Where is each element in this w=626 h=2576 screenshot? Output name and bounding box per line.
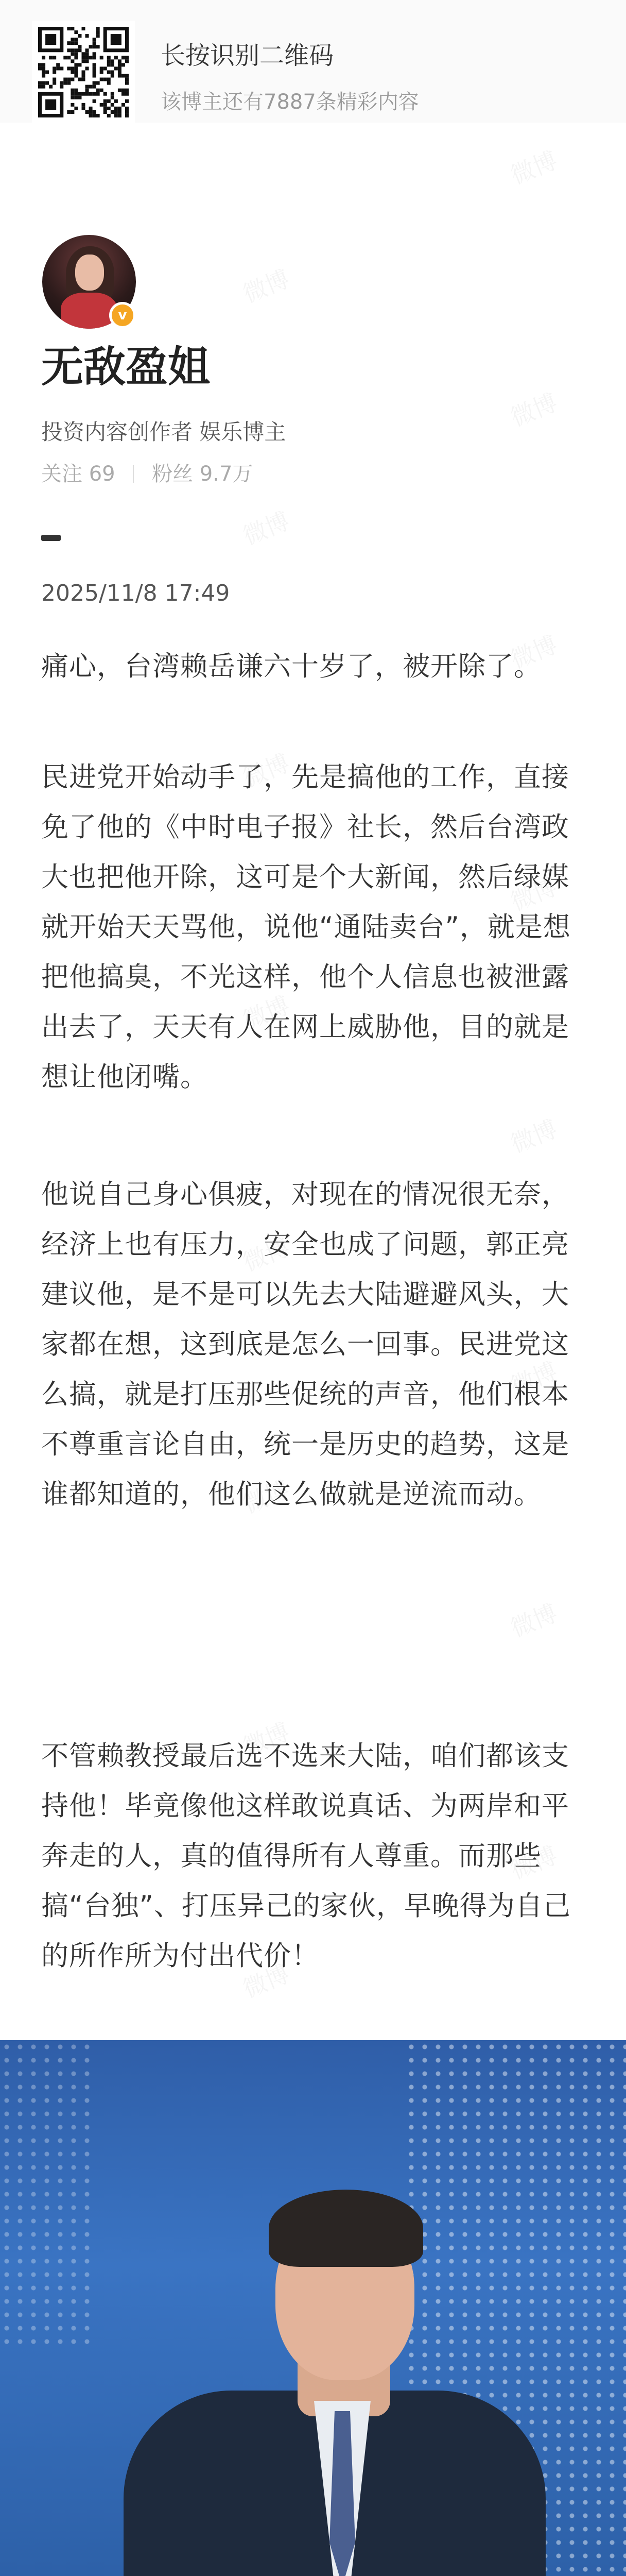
qr-module bbox=[71, 103, 74, 107]
qr-module bbox=[74, 52, 78, 56]
qr-module bbox=[74, 66, 78, 70]
image-background-pattern bbox=[0, 2040, 93, 2349]
qr-module bbox=[96, 30, 100, 34]
qr-module bbox=[85, 52, 89, 56]
qr-module bbox=[107, 107, 111, 110]
qr-finder-mark bbox=[45, 99, 56, 110]
qr-module bbox=[42, 81, 45, 85]
qr-module bbox=[114, 110, 118, 114]
qr-module bbox=[74, 48, 78, 52]
qr-module bbox=[96, 114, 100, 117]
qr-module bbox=[93, 74, 96, 78]
qr-module bbox=[111, 70, 114, 74]
qr-module bbox=[85, 89, 89, 92]
qr-module bbox=[42, 66, 45, 70]
qr-module bbox=[85, 56, 89, 59]
qr-module bbox=[96, 45, 100, 48]
qr-module bbox=[81, 78, 85, 81]
qr-module bbox=[38, 81, 42, 85]
qr-module bbox=[96, 81, 100, 85]
qr-module bbox=[85, 110, 89, 114]
qr-module bbox=[93, 92, 96, 96]
qr-module bbox=[96, 89, 100, 92]
qr-module bbox=[103, 92, 107, 96]
post-paragraph: 痛心，台湾赖岳谦六十岁了，被开除了。 bbox=[41, 651, 542, 682]
qr-module bbox=[78, 92, 81, 96]
qr-module bbox=[103, 110, 107, 114]
qr-module bbox=[111, 103, 114, 107]
avatar-dress bbox=[61, 293, 117, 329]
qr-module bbox=[74, 63, 78, 66]
qr-module bbox=[125, 81, 129, 85]
qr-module bbox=[114, 114, 118, 117]
qr-module bbox=[111, 110, 114, 114]
qr-module bbox=[114, 56, 118, 59]
qr-module bbox=[74, 96, 78, 99]
qr-module bbox=[53, 78, 56, 81]
qr-module bbox=[85, 92, 89, 96]
qr-banner-subtitle: 该博主还有7887条精彩内容 bbox=[161, 90, 419, 114]
qr-module bbox=[107, 56, 111, 59]
qr-module bbox=[100, 103, 103, 107]
qr-module bbox=[111, 74, 114, 78]
author-name[interactable]: 无敌盈姐 bbox=[41, 343, 211, 392]
qr-module bbox=[125, 92, 129, 96]
qr-module bbox=[89, 110, 93, 114]
qr-module bbox=[81, 52, 85, 56]
image-person-hair bbox=[269, 2190, 423, 2267]
qr-module bbox=[107, 59, 111, 63]
qr-module bbox=[67, 81, 71, 85]
qr-module bbox=[81, 59, 85, 63]
qr-module bbox=[100, 66, 103, 70]
qr-module bbox=[60, 81, 63, 85]
qr-module bbox=[118, 114, 121, 117]
qr-module bbox=[103, 78, 107, 81]
qr-module bbox=[53, 70, 56, 74]
qr-module bbox=[103, 66, 107, 70]
qr-module bbox=[103, 99, 107, 103]
qr-module bbox=[125, 110, 129, 114]
qr-module bbox=[63, 78, 67, 81]
qr-module bbox=[71, 59, 74, 63]
qr-module bbox=[85, 85, 89, 89]
qr-module bbox=[118, 59, 121, 63]
qr-module bbox=[85, 66, 89, 70]
qr-module bbox=[125, 78, 129, 81]
qr-module bbox=[67, 27, 71, 30]
qr-module bbox=[93, 38, 96, 41]
qr-module bbox=[125, 114, 129, 117]
qr-module bbox=[96, 27, 100, 30]
qr-module bbox=[71, 70, 74, 74]
qr-module bbox=[121, 74, 125, 78]
qr-module bbox=[71, 52, 74, 56]
qr-module bbox=[81, 107, 85, 110]
qr-module bbox=[118, 66, 121, 70]
qr-module bbox=[89, 85, 93, 89]
qr-module bbox=[78, 34, 81, 38]
qr-module bbox=[42, 56, 45, 59]
qr-module bbox=[74, 30, 78, 34]
qr-module bbox=[38, 63, 42, 66]
following-label: 关注 bbox=[41, 462, 82, 486]
qr-module bbox=[42, 63, 45, 66]
qr-module bbox=[42, 70, 45, 74]
qr-module bbox=[93, 66, 96, 70]
qr-module bbox=[121, 92, 125, 96]
qr-module bbox=[53, 56, 56, 59]
qr-module bbox=[89, 92, 93, 96]
qr-module bbox=[103, 103, 107, 107]
qr-module bbox=[125, 99, 129, 103]
qr-banner-title: 长按识别二维码 bbox=[161, 41, 334, 70]
qr-module bbox=[118, 110, 121, 114]
qr-module bbox=[71, 96, 74, 99]
qr-module bbox=[107, 70, 111, 74]
qr-module bbox=[89, 114, 93, 117]
qr-module bbox=[125, 74, 129, 78]
qr-module bbox=[85, 34, 89, 38]
qr-module bbox=[63, 81, 67, 85]
qr-module bbox=[107, 99, 111, 103]
qr-module bbox=[53, 81, 56, 85]
qr-module bbox=[125, 56, 129, 59]
qr-finder-mark bbox=[45, 34, 56, 45]
qr-module bbox=[107, 114, 111, 117]
qr-module bbox=[89, 45, 93, 48]
qr-module bbox=[81, 27, 85, 30]
qr-module bbox=[60, 85, 63, 89]
qr-module bbox=[74, 41, 78, 45]
qr-module bbox=[100, 70, 103, 74]
qr-module bbox=[93, 99, 96, 103]
qr-module bbox=[78, 63, 81, 66]
qr-module bbox=[111, 59, 114, 63]
qr-module bbox=[93, 63, 96, 66]
qr-module bbox=[56, 66, 60, 70]
qr-module bbox=[67, 110, 71, 114]
qr-module bbox=[78, 45, 81, 48]
qr-module bbox=[81, 92, 85, 96]
qr-module bbox=[42, 85, 45, 89]
post-paragraph: 不管赖教授最后选不选来大陆，咱们都该支持他！毕竟像他这样敢说真话、为两岸和平奔走的人，真的值得所有人尊重。而那些搞“台独”、打压异己的家伙，早晚得为自己的所作所为付出代价！ bbox=[41, 1740, 571, 1972]
qr-module bbox=[38, 66, 42, 70]
verified-badge-icon: v bbox=[109, 302, 136, 329]
qr-module bbox=[71, 66, 74, 70]
qr-module bbox=[107, 63, 111, 66]
qr-module bbox=[96, 92, 100, 96]
qr-module bbox=[67, 41, 71, 45]
qr-module bbox=[60, 66, 63, 70]
qr-module bbox=[118, 107, 121, 110]
qr-module bbox=[93, 110, 96, 114]
qr-module bbox=[67, 56, 71, 59]
post-image[interactable] bbox=[0, 2040, 626, 2576]
stats-divider bbox=[133, 465, 134, 483]
qr-module bbox=[81, 103, 85, 107]
qr-module bbox=[121, 56, 125, 59]
qr-module bbox=[93, 81, 96, 85]
qr-module bbox=[100, 78, 103, 81]
qr-module bbox=[89, 107, 93, 110]
qr-module bbox=[85, 59, 89, 63]
following-count: 69 bbox=[89, 462, 115, 486]
qr-module bbox=[93, 45, 96, 48]
qr-module bbox=[93, 114, 96, 117]
qr-module bbox=[93, 70, 96, 74]
qr-code-small[interactable] bbox=[32, 21, 135, 124]
qr-module bbox=[107, 81, 111, 85]
qr-module bbox=[74, 107, 78, 110]
qr-module bbox=[67, 48, 71, 52]
qr-module bbox=[42, 74, 45, 78]
qr-module bbox=[45, 70, 49, 74]
qr-module bbox=[93, 52, 96, 56]
qr-module bbox=[100, 89, 103, 92]
qr-module bbox=[67, 78, 71, 81]
qr-module bbox=[71, 27, 74, 30]
qr-module bbox=[125, 107, 129, 110]
qr-module bbox=[67, 66, 71, 70]
qr-module bbox=[96, 34, 100, 38]
post-date: 2025/11/8 17:49 bbox=[41, 580, 230, 606]
followers-label: 粉丝 bbox=[152, 462, 194, 486]
qr-module bbox=[121, 103, 125, 107]
qr-module bbox=[89, 56, 93, 59]
post-paragraph: 他说自己身心俱疲，对现在的情况很无奈，经济上也有压力，安全也成了问题，郭正亮建议他，是不是可以先去大陆避避风头，大家都在想，这到底是怎么一回事。民进党这么搞，就是打压那些促统的声音，他们根本不尊重言论自由，统一是历史的趋势，这是谁都知道的，他们这么做就是逆流而动。 bbox=[41, 1179, 569, 1510]
qr-module bbox=[71, 48, 74, 52]
qr-module bbox=[111, 92, 114, 96]
qr-module bbox=[118, 74, 121, 78]
qr-module bbox=[74, 89, 78, 92]
qr-module bbox=[74, 38, 78, 41]
qr-module bbox=[111, 63, 114, 66]
qr-module bbox=[78, 48, 81, 52]
qr-module bbox=[71, 41, 74, 45]
qr-module bbox=[121, 63, 125, 66]
followers-count: 9.7万 bbox=[199, 462, 253, 486]
qr-module bbox=[114, 99, 118, 103]
author-stats bbox=[41, 464, 253, 484]
qr-finder-mark bbox=[111, 34, 121, 45]
qr-module bbox=[81, 70, 85, 74]
qr-module bbox=[49, 56, 53, 59]
qr-module bbox=[121, 89, 125, 92]
qr-module bbox=[45, 81, 49, 85]
qr-module bbox=[103, 107, 107, 110]
qr-module bbox=[74, 74, 78, 78]
qr-module bbox=[118, 63, 121, 66]
qr-module bbox=[114, 107, 118, 110]
qr-module bbox=[74, 92, 78, 96]
qr-module bbox=[56, 63, 60, 66]
qr-module bbox=[93, 56, 96, 59]
qr-module bbox=[81, 74, 85, 78]
qr-module bbox=[71, 38, 74, 41]
qr-module bbox=[100, 56, 103, 59]
qr-module bbox=[78, 78, 81, 81]
author-role: 投资内容创作者 娱乐博主 bbox=[41, 419, 286, 445]
qr-code-small-graphic bbox=[38, 27, 129, 117]
qr-module bbox=[74, 56, 78, 59]
qr-module bbox=[74, 70, 78, 74]
qr-module bbox=[125, 89, 129, 92]
section-divider bbox=[41, 535, 61, 541]
qr-module bbox=[53, 66, 56, 70]
qr-module bbox=[78, 96, 81, 99]
qr-module bbox=[71, 89, 74, 92]
qr-module bbox=[38, 85, 42, 89]
qr-module bbox=[118, 70, 121, 74]
qr-module bbox=[111, 96, 114, 99]
qr-module bbox=[49, 85, 53, 89]
qr-module bbox=[125, 59, 129, 63]
post-paragraph: 民进党开始动手了，先是搞他的工作，直接免了他的《中时电子报》社长，然后台湾政大也把他开除，这可是个大新闻，然后绿媒就开始天天骂他，说他“通陆卖台”，就是想把他搞臭，不光这样，他个人信息也被泄露出去了，天天有人在网上威胁他，目的就是想让他闭嘴。 bbox=[41, 761, 571, 1093]
avatar-face bbox=[75, 255, 104, 291]
qr-module bbox=[114, 66, 118, 70]
qr-module bbox=[71, 110, 74, 114]
qr-banner[interactable] bbox=[0, 0, 626, 123]
qr-module bbox=[93, 85, 96, 89]
qr-module bbox=[85, 48, 89, 52]
qr-module bbox=[107, 78, 111, 81]
qr-module bbox=[118, 89, 121, 92]
qr-module bbox=[93, 41, 96, 45]
qr-module bbox=[71, 92, 74, 96]
qr-module bbox=[71, 78, 74, 81]
qr-module bbox=[63, 56, 67, 59]
qr-module bbox=[81, 56, 85, 59]
